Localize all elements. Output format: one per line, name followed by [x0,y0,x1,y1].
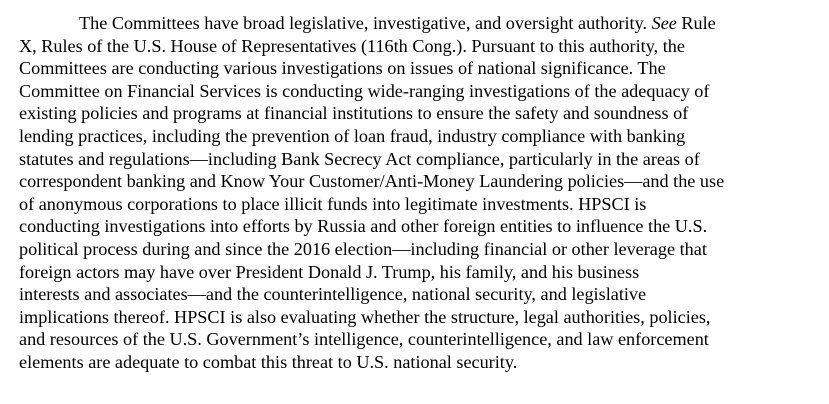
paragraph-line: and resources of the U.S. Government’s intelligence, counterintelligence, and law enforcement [19,329,709,350]
paragraph-line [19,12,819,35]
paragraph-line: Committees are conducting various investigations on issues of national significance. The [19,58,666,79]
citation-signal: See [651,13,677,33]
paragraph-line: lending practices, including the prevention of loan fraud, industry compliance with banking [19,125,686,146]
paragraph-line: interests and associates—and the counterintelligence, national security, and legislative [19,284,647,305]
line-text: Rule [676,13,716,33]
document-body [19,12,819,374]
paragraph-line: statutes and regulations—including Bank Secrecy Act compliance, particularly in the areas of [19,148,700,169]
paragraph-line: existing policies and programs at financial institutions to ensure the safety and soundness of [19,103,689,124]
paragraph-line: Committee on Financial Services is conducting wide-ranging investigations of the adequacy of [19,80,710,101]
paragraph-line: foreign actors may have over President Donald J. Trump, his family, and his business [19,261,640,282]
paragraph-line: conducting investigations into efforts by Russia and other foreign entities to influence the U.S. [19,216,708,237]
paragraph-line: implications thereof. HPSCI is also evaluating whether the structure, legal authorities, policies, [19,306,711,327]
paragraph-line: elements are adequate to combat this threat to U.S. national security. [19,351,518,372]
paragraph-line: political process during and since the 2016 election—including financial or other leverage that [19,238,707,259]
paragraph-line: correspondent banking and Know Your Customer/Anti-Money Laundering policies—and the use [19,171,725,192]
line-text: The Committees have broad legislative, investigative, and oversight authority. [79,13,652,33]
paragraph-line: X, Rules of the U.S. House of Representatives (116th Cong.). Pursuant to this authority, the [19,35,685,56]
paragraph-line: of anonymous corporations to place illicit funds into legitimate investments. HPSCI is [19,193,647,214]
